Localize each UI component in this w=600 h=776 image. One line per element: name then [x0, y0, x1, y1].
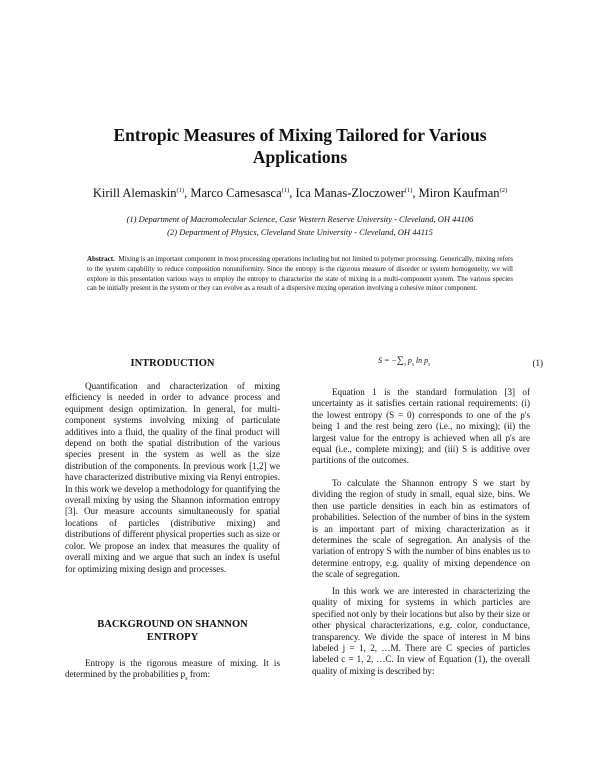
- right-paragraph-1: [312, 387, 530, 467]
- section-heading-background: [65, 618, 280, 644]
- abstract: [87, 255, 513, 294]
- equation-formula: [378, 355, 430, 368]
- author-affiliation-marker: (2): [499, 187, 508, 194]
- equation-term-ln: ln p: [413, 356, 429, 365]
- author-name: Miron Kaufman: [418, 186, 500, 201]
- paper-title: [60, 124, 540, 168]
- author-affiliation-marker: (1): [176, 187, 185, 194]
- introduction-text: Quantification and characterization of mixing efficiency is needed in order to advance process and equipment design optimization. In general, for multi-component systems involving mixing of particulate additives into a fluid, the quality of the final product will depend on both the spatial distribution of the various species present in the system as well as the size distribution of the components. In previous work [1,2] we have characterized distributive mixing via Renyi entropies. In this work we develop a methodology for quantifying the overall mixing by using the Shannon information entropy [3]. Our measure accounts simultaneously for spatial locations of particles (distributive mixing) and distributions of different physical properties such as size or color. We propose an index that measures the quality of overall mixing and we argue that such an index is useful for optimizing mixing design and processes.: [65, 381, 280, 574]
- author-separator: ,: [184, 186, 191, 201]
- heading-line-2: ENTROPY: [146, 632, 199, 643]
- equation-term-p: p: [405, 356, 412, 365]
- right-text-3: In this work we are interested in characterizing the quality of mixing for systems in which particles are specified not only by their locations but also by their size or other physical characterizations, e.g. color, conductance, transparency. We divide the space of interest in M bins labeled j = 1, 2, …M. There are C species of particles labeled c = 1, 2, …C. In view of Equation (1), the overall quality of mixing is described by:: [312, 586, 530, 676]
- author-affiliation-marker: (1): [281, 187, 290, 194]
- affiliation-2: (2) Department of Physics, Cleveland State University - Cleveland, OH 44115: [167, 227, 433, 237]
- background-paragraph: [65, 658, 280, 686]
- right-paragraph-3: [312, 586, 530, 677]
- right-text-2: To calculate the Shannon entropy S we start by dividing the region of study in small, equal size, bins. We then use particle densities in each bin as estimators of probabilities. Selection of the number of bins in the system is an important part of mixing characterization as it determines the scale of segregation. An analysis of the variation of entropy S with the number of bins enables us to determine entropy, e.g. quality of mixing dependence on the scale of segregation.: [312, 478, 530, 580]
- title-line-2: Applications: [252, 147, 348, 167]
- equation-sub-1: s: [411, 362, 414, 368]
- author-name: Kirill Alemaskin: [92, 186, 177, 201]
- equation-1: [378, 355, 543, 375]
- introduction-paragraph: [65, 381, 280, 575]
- equation-sub-2: s: [428, 362, 431, 368]
- abstract-text: Mixing is an important component in most processing operations including but not limited to polymer processing. Generically, mixing refers to the system capability to reduce composition nonuniformity. Since the entropy is the rigorous measure of disorder or system homogeneity, we will explore in this presentation various ways to employ the entropy to characterize the state of mixing in a multi-component system. The various species can be initially present in the system or they can evolve as a result of a dispersive mixing operation involving a cohesive minor component.: [87, 255, 514, 293]
- affiliation-1: (1) Department of Macromolecular Science, Case Western Reserve University - Cleveland, OH 44106: [126, 214, 474, 224]
- title-line-1: Entropic Measures of Mixing Tailored for Various: [113, 125, 487, 145]
- sum-index: s: [403, 362, 406, 368]
- background-text-tail: from:: [187, 669, 211, 680]
- author-name: Marco Camesasca: [190, 186, 282, 201]
- section-heading-introduction: INTRODUCTION: [130, 358, 215, 369]
- author-name: Ica Manas-Zloczower: [295, 186, 405, 201]
- author-separator: ,: [412, 186, 419, 201]
- subscript-s: s: [185, 676, 188, 683]
- author-list: [40, 183, 560, 201]
- equation-lhs: S = −: [378, 356, 397, 365]
- heading-line-1: BACKGROUND ON SHANNON: [97, 619, 248, 630]
- abstract-label: Abstract.: [87, 255, 115, 263]
- equation-number: (1): [532, 358, 543, 368]
- author-separator: ,: [289, 186, 296, 201]
- sum-symbol: ∑: [396, 355, 404, 366]
- right-text-1: Equation 1 is the standard formulation [3] of uncertainty as it satisfies certain rational requirements: (i) the lowest entropy (S = 0) corresponds to one of the p's being 1 and the rest being zero (i.e., no mixing); (ii) the largest value for the entropy is achieved when all p's are equal (i.e., complete mixing); and (iii) S is additive over partitions of the outcomes.: [312, 387, 530, 466]
- right-paragraph-2: [312, 478, 530, 581]
- author-affiliation-marker: (1): [404, 187, 413, 194]
- background-text: [65, 658, 280, 686]
- background-text-main: Entropy is the rigorous measure of mixing. It is determined by the probabilities p: [65, 658, 280, 680]
